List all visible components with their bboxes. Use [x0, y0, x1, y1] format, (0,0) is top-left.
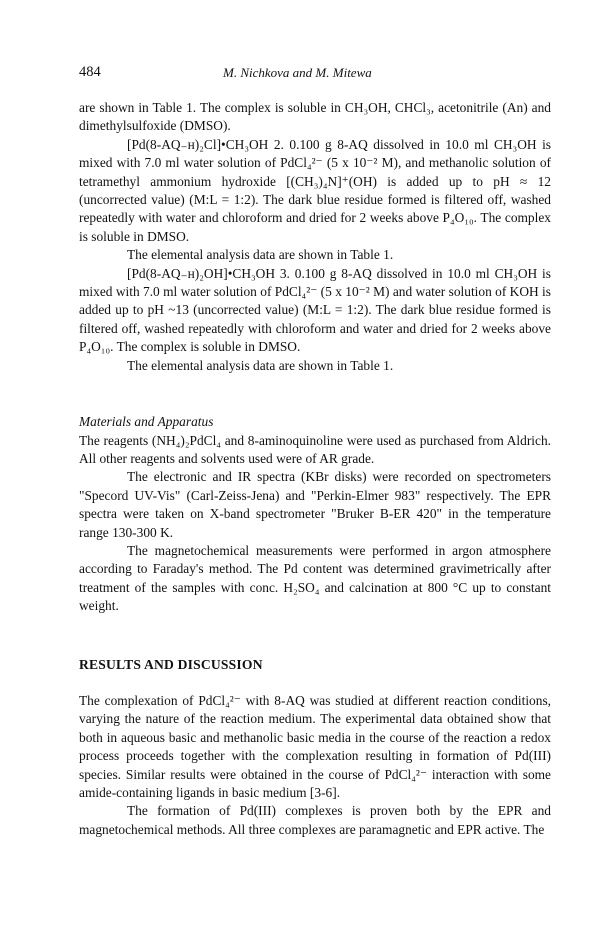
- page-number: 484: [79, 64, 101, 80]
- body-text: [79, 99, 551, 839]
- paragraph-elemental-analysis-2: The elemental analysis data are shown in Table 1.: [127, 247, 394, 263]
- paragraph-spectra: The electronic and IR spectra (KBr disks) were recorded on spectrometers "Specord UV-Vis" (Carl-Zeiss-Jena) and "Perkin-Elmer 983" respectively. The EPR spectra were taken on X-band spectrometer "Bruker B-ER 420" in the temperature range 130-300 K.: [79, 469, 551, 540]
- paragraph-complex-2: [Pd(8-AQ₋ʜ)₂Cl]•CH₃OH 2. 0.100 g 8-AQ dissolved in 10.0 ml CH₃OH is mixed with 7.0 ml water solution of PdCl₄²⁻ (5 x 10⁻² M), and methanolic solution of tetramethyl ammonium hydroxide [(CH₃)₄N]⁺(OH) is added up to pH ≈ 12 (uncorrected value) (M:L = 1:2). The dark blue residue formed is filtered off, washed repeatedly with water and chloroform and dried for 2 weeks above P₄O₁₀. The complex is soluble in DMSO.: [79, 136, 551, 244]
- subheading-materials: Materials and Apparatus: [79, 414, 214, 430]
- page-header: [79, 64, 549, 84]
- paragraph-elemental-analysis-3: The elemental analysis data are shown in Table 1.: [127, 357, 394, 373]
- running-head: M. Nichkova and M. Mitewa: [223, 65, 372, 80]
- paragraph-table1-continuation: are shown in Table 1. The complex is soluble in CH₃OH, CHCl₃, acetonitrile (An) and dimethylsulfoxide (DMSO).: [79, 100, 551, 134]
- paragraph-reagents: The reagents (NH₄)₂PdCl₄ and 8-aminoquinoline were used as purchased from Aldrich. All other reagents and solvents used were of AR grade.: [79, 432, 551, 466]
- paragraph-complex-3: [Pd(8-AQ₋ʜ)₂OH]•CH₃OH 3. 0.100 g 8-AQ dissolved in 10.0 ml CH₃OH is mixed with 7.0 ml water solution of PdCl₄²⁻ (5 x 10⁻² M) and water solution of KOH is added up to pH ~13 (uncorrected value) (M:L = 1:2). The dark blue residue formed is filtered off, washed repeatedly with chloroform and water and dried for 2 weeks above P₄O₁₀. The complex is soluble in DMSO.: [79, 265, 551, 355]
- paragraph-complexation: The complexation of PdCl₄²⁻ with 8-AQ was studied at different reaction conditions, varying the nature of the reaction medium. The experimental data obtained show that both in aqueous basic and methanolic basic media in the course of the reaction a redox process proceeds together with the complexation resulting in formation of Pd(III) species. Similar results were obtained in the course of PdCl₄²⁻ interaction with some amide-containing ligands in basic medium [3-6].: [79, 692, 551, 800]
- paragraph-magnetochemical: The magnetochemical measurements were performed in argon atmosphere according to Faraday's method. The Pd content was determined gravimetrically after treatment of the samples with conc. H₂SO₄ and calcination at 800 °C up to constant weight.: [79, 542, 551, 614]
- paragraph-pd3-formation: The formation of Pd(III) complexes is proven both by the EPR and magnetochemical methods. All three complexes are paramagnetic and EPR active. The: [79, 803, 551, 837]
- section-title-results: RESULTS AND DISCUSSION: [79, 656, 263, 672]
